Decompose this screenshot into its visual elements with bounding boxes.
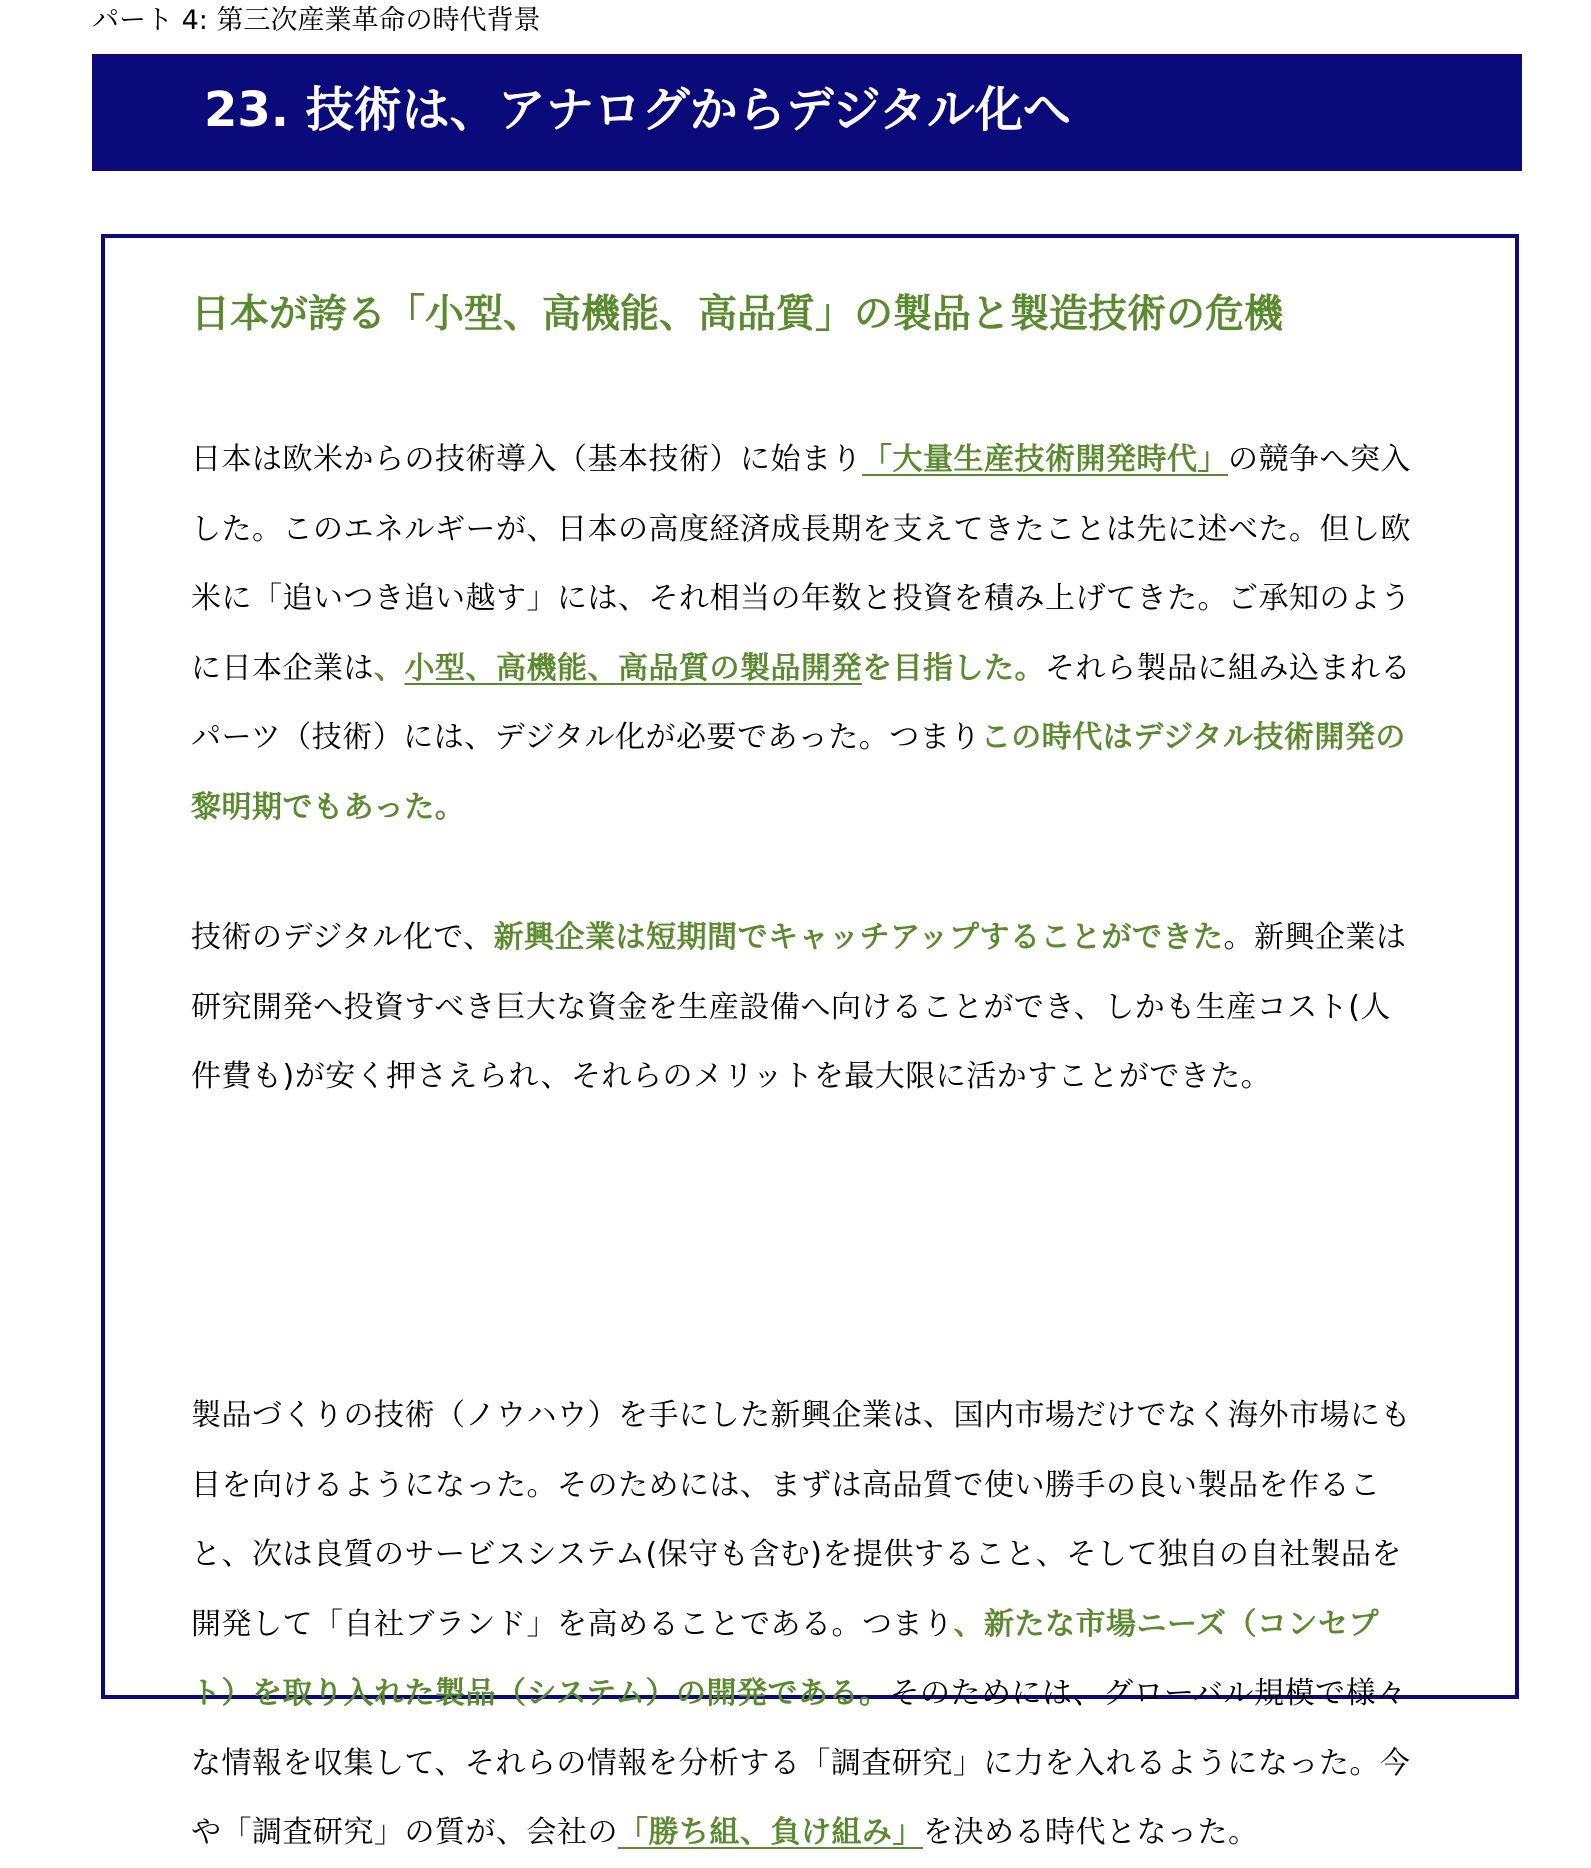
- paragraph-1: [191, 425, 1416, 842]
- paragraph-2-text-2: 。新興企業は研究開発へ投資すべき巨大な資金を生産設備へ向けることができ、しかも生産コスト(人件費も)が安く押さえられ、それらのメリットを最大限に活かすことができた。: [191, 920, 1407, 1094]
- paragraph-1-highlight-2: 小型、高機能、高品質の製品開発: [404, 650, 862, 686]
- paragraph-2: [191, 903, 1416, 1112]
- paragraph-1-text-3: それら製品に組み込まれるパーツ（技術）には、デジタル化が必要であった。つまり: [191, 650, 1411, 755]
- paragraph-1-highlight-3: この時代はデジタル技術開発の黎明期でもあった。: [191, 720, 1406, 825]
- title-banner: [92, 54, 1522, 171]
- page-title: 23. 技術は、アナログからデジタル化へ: [204, 82, 1071, 138]
- paragraph-3: [191, 1381, 1416, 1868]
- paragraph-2-highlight-1: 新興企業は短期間でキャッチアップすることができた: [493, 920, 1224, 955]
- paragraph-3-text-1: 製品づくりの技術（ノウハウ）を手にした新興企業は、国内市場だけでなく海外市場にも目を向けるようになった。そのためには、まずは高品質で使い勝手の良い製品を作ること、次は良質のサービスシステム(保守も含む)を提供すること、そして独自の自社製品を開発して「自社ブランド」を高めることである。つまり: [191, 1398, 1411, 1642]
- paragraph-3-text-3: を決める時代となった。: [923, 1815, 1259, 1850]
- paragraph-1-highlight-2-prefix: 、: [374, 650, 405, 686]
- paragraph-2-text-1: 技術のデジタル化で、: [191, 920, 494, 955]
- section-subtitle: 日本が誇る「小型、高機能、高品質」の製品と製造技術の危機: [191, 292, 1284, 337]
- content-box: [101, 234, 1519, 1850]
- paragraph-1-highlight-2-suffix: を目指した。: [862, 650, 1045, 686]
- part-label: パート 4: 第三次産業革命の時代背景: [92, 5, 541, 36]
- paragraph-1-text-2: の競争へ突入した。このエネルギーが、日本の高度経済成長期を支えてきたことは先に述べた。但し欧米に「追いつき追い越す」には、それ相当の年数と投資を積み上げてきた。ご承知のように日本企業は: [191, 442, 1411, 686]
- paragraph-3-highlight-2: 「勝ち組、負け組み」: [618, 1815, 923, 1850]
- paragraph-1-text-1: 日本は欧米からの技術導入（基本技術）に始まり: [191, 442, 862, 477]
- paragraph-1-highlight-1: 「大量生産技術開発時代」: [862, 442, 1228, 477]
- paragraph-3-highlight-1: 、新たな市場ニーズ（コンセプト）を取り入れた製品（システム）の開発である。: [191, 1606, 1379, 1711]
- paragraph-3-text-2: そのためには、グローバル規模で様々な情報を収集して、それらの情報を分析する「調査研究」に力を入れるようになった。今や「調査研究」の質が、会社の: [191, 1676, 1411, 1850]
